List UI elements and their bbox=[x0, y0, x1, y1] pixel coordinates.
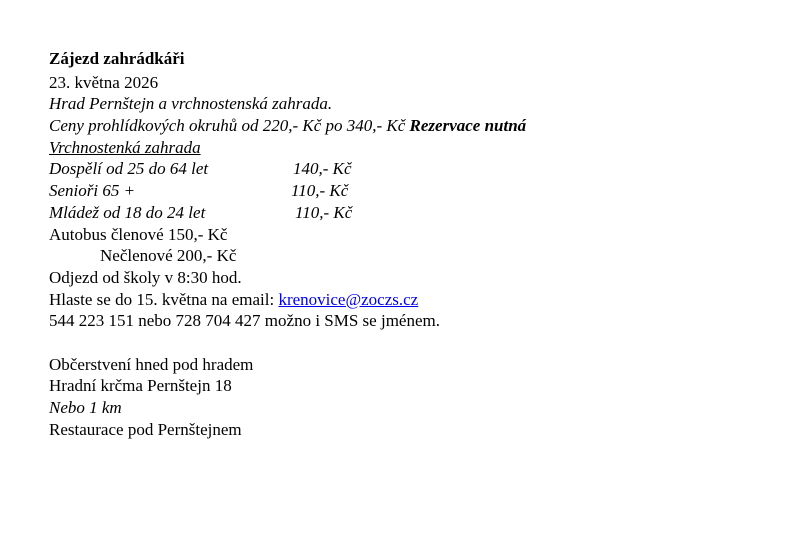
garden-heading: Vrchnostenká zahrada bbox=[49, 137, 201, 157]
phone-numbers: 544 223 151 nebo 728 704 427 možno i SMS se jménem. bbox=[49, 311, 440, 331]
tour-prices-line bbox=[49, 115, 787, 137]
signup-text: Hlaste se do 15. května na email: bbox=[49, 289, 275, 309]
departure-time: Odjezd od školy v 8:30 hod. bbox=[49, 267, 242, 287]
trip-destination: Hrad Pernštejn a vrchnostenská zahrada. bbox=[49, 94, 333, 114]
price-label: Dospělí od 25 do 64 let bbox=[49, 159, 209, 179]
trip-date: 23. května 2026 bbox=[49, 72, 159, 92]
document-title: Zájezd zahrádkáři bbox=[49, 49, 185, 68]
refreshments-place-2: Restaurace pod Pernštejnem bbox=[49, 419, 242, 439]
price-value: 140,- Kč bbox=[293, 159, 352, 179]
refreshments-alternative: Nebo 1 km bbox=[49, 398, 122, 417]
refreshments-place-1: Hradní krčma Pernštejn 18 bbox=[49, 376, 232, 396]
document-body bbox=[49, 48, 787, 440]
price-label: Mládež od 18 do 24 let bbox=[49, 202, 206, 222]
price-row-youth bbox=[49, 202, 787, 224]
reservation-note: Rezervace nutná bbox=[409, 116, 527, 136]
price-label: Senioři 65 + bbox=[49, 181, 136, 201]
price-value: 110,- Kč bbox=[295, 202, 353, 222]
email-link[interactable]: krenovice@zoczs.cz bbox=[278, 289, 419, 309]
price-value: 110,- Kč bbox=[291, 181, 349, 201]
refreshments-heading: Občerstvení hned pod hradem bbox=[49, 354, 254, 374]
bus-non-members-price: Nečlenové 200,- Kč bbox=[100, 246, 237, 266]
tour-prices-text: Ceny prohlídkových okruhů od 220,- Kč po 340,- Kč bbox=[49, 116, 406, 136]
price-row-seniors bbox=[49, 180, 787, 202]
signup-line bbox=[49, 289, 787, 311]
spacer bbox=[49, 332, 787, 354]
bus-members-price: Autobus členové 150,- Kč bbox=[49, 224, 228, 244]
price-row-adults bbox=[49, 158, 787, 180]
